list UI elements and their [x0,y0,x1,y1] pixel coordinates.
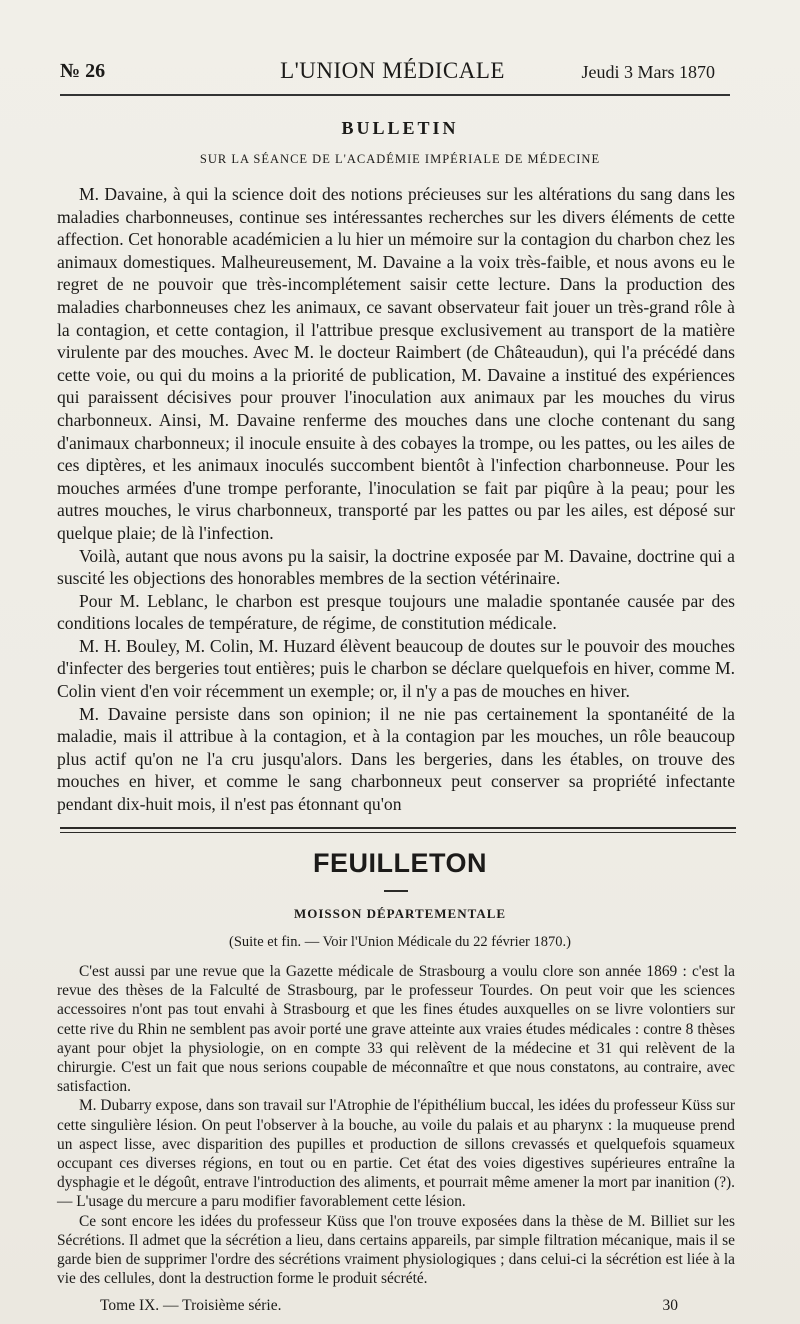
bulletin-body [57,183,735,816]
feuilleton-separator [60,827,736,829]
issue-number: № 26 [60,60,106,82]
issue-date: Jeudi 3 Mars 1870 [581,62,715,82]
bulletin-paragraph: Voilà, autant que nous avons pu la saisir, la doctrine exposée par M. Davaine, doctrine qui a suscité les objections des honorables membres de la section vétérinaire. [57,545,735,589]
feuilleton-section-title: MOISSON DÉPARTEMENTALE [293,906,507,921]
feuilleton-title: FEUILLETON [312,848,487,878]
bulletin-paragraph: Pour M. Leblanc, le charbon est presque toujours une maladie spontanée causée par des conditions locales de température, de régime, de constitution médicale. [57,590,735,634]
tome-label: Tome IX. — Troisième série. [100,1297,282,1314]
bulletin-paragraph: M. H. Bouley, M. Colin, M. Huzard élèvent beaucoup de doutes sur le pouvoir des mouches d'infecter des bergeries tout entières; puis le charbon se déclare quelquefois en hiver, comme M. Colin vient d'en voir récemment un exemple; or, il n'y a pas de mouches en hiver. [57,635,735,702]
bulletin-subtitle: SUR LA SÉANCE DE L'ACADÉMIE IMPÉRIALE DE MÉDECINE [199,152,601,166]
journal-title: L'UNION MÉDICALE [280,58,505,83]
header-rule [60,94,730,96]
page-number: 30 [662,1297,678,1314]
title-dash [384,890,408,892]
bulletin-paragraph: M. Davaine persiste dans son opinion; il ne nie pas certainement la spontanéité de la maladie, mais il attribue à la contagion, et à la contagion par les mouches, un rôle beaucoup plus actif qu'on ne l'a cru jusqu'alors. Dans les bergeries, dans les étables, on trouve des mouches en hiver, et comme le sang charbonneux peut conserver sa propriété infectante pendant dix-huit mois, il n'est pas étonnant qu'on [57,703,735,815]
feuilleton-continuation: (Suite et fin. — Voir l'Union Médicale du 22 février 1870.) [229,934,571,950]
bulletin-paragraph: M. Davaine, à qui la science doit des notions précieuses sur les altérations du sang dans les maladies charbonneuses, continue ses intéressantes recherches sur les divers éléments de cette affection. Cet honorable académicien a lu hier un mémoire sur la contagion du charbon chez les animaux domestiques. Malheureusement, M. Davaine a la voix très-faible, et nous avons eu le regret de ne pouvoir que très-incomplétement saisir cette lecture. Dans la production des maladies charbonneuses chez les animaux, ce savant observateur fait jouer un très-grand rôle à la contagion, et cette contagion, il l'attribue presque exclusivement au transport de la matière virulente par des mouches. Avec M. le docteur Raimbert (de Châteaudun), qui l'a précédé dans cette voie, ou qui du moins a la priorité de publication, M. Davaine a institué des expériences qui paraissent décisives pour prouver l'inoculation aux animaux par les mouches du virus charbonneux. Ainsi, M. Davaine renferme des mouches dans une cloche contenant du sang d'animaux charbonneux; il inocule ensuite à des cobayes la trompe, ou les pattes, ou les ailes de ces diptères, et les animaux inoculés succombent bientôt à l'infection charbonneuse. Pour les mouches armées d'une trompe perforante, l'inoculation se fait par piqûre à la peau; pour les autres mouches, le virus charbonneux, transporté par les pattes ou par les ailes, est déposé sur quelque plaie; de là l'infection. [57,184,735,543]
page-footer [100,1297,678,1317]
page-header [60,58,725,92]
feuilleton-paragraph: Ce sont encore les idées du professeur Küss que l'on trouve exposées dans la thèse de M. Billiet sur les Sécrétions. Il admet que la sécrétion a lieu, dans certains appareils, par simple filtration mécanique, mais il se garde bien de supprimer l'ordre des sécrétions vraiment physiologiques ; dans celui-ci la sécrétion est liée à la vie des cellules, dont la destruction forme le produit sécrété. [57,1212,735,1288]
bulletin-title: BULLETIN [341,118,459,138]
feuilleton-separator-thin [60,832,736,833]
feuilleton-body [57,962,735,1288]
feuilleton-paragraph: C'est aussi par une revue que la Gazette médicale de Strasbourg a voulu clore son année 1869 : c'est la revue des thèses de la Falculté de Strasbourg, par le professeur Tourdes. On peut voir que les sciences accessoires n'ont pas tout envahi à Strasbourg et que les fines études auxquelles on se livre volontiers sur cette rive du Rhin ne semblent pas avoir porté une grave atteinte aux vraies études médicales : contre 8 thèses ayant pour objet la physiologie, on en compte 33 qui relèvent de la médecine et 31 qui relèvent de la chirurgie. C'est un fait que nous serions coupable de méconnaître et que nous constatons, au contraire, avec satisfaction. [57,963,735,1096]
feuilleton-paragraph: M. Dubarry expose, dans son travail sur l'Atrophie de l'épithélium buccal, les idées du professeur Küss sur cette singulière lésion. On peut l'observer à la bouche, au voile du palais et au pharynx : la muqueuse prend un aspect lisse, avec disparition des pupilles et production de sillons crevassés et quelquefois squameux occupant ces diverses régions, en tout ou en partie. Cet état des voies digestives supérieures entraîne la dysphagie et le dégoût, entrave l'introduction des aliments, et pourrait même amener la mort par inanition (?). — L'usage du mercure a paru modifier favorablement cette lésion. [57,1097,735,1211]
